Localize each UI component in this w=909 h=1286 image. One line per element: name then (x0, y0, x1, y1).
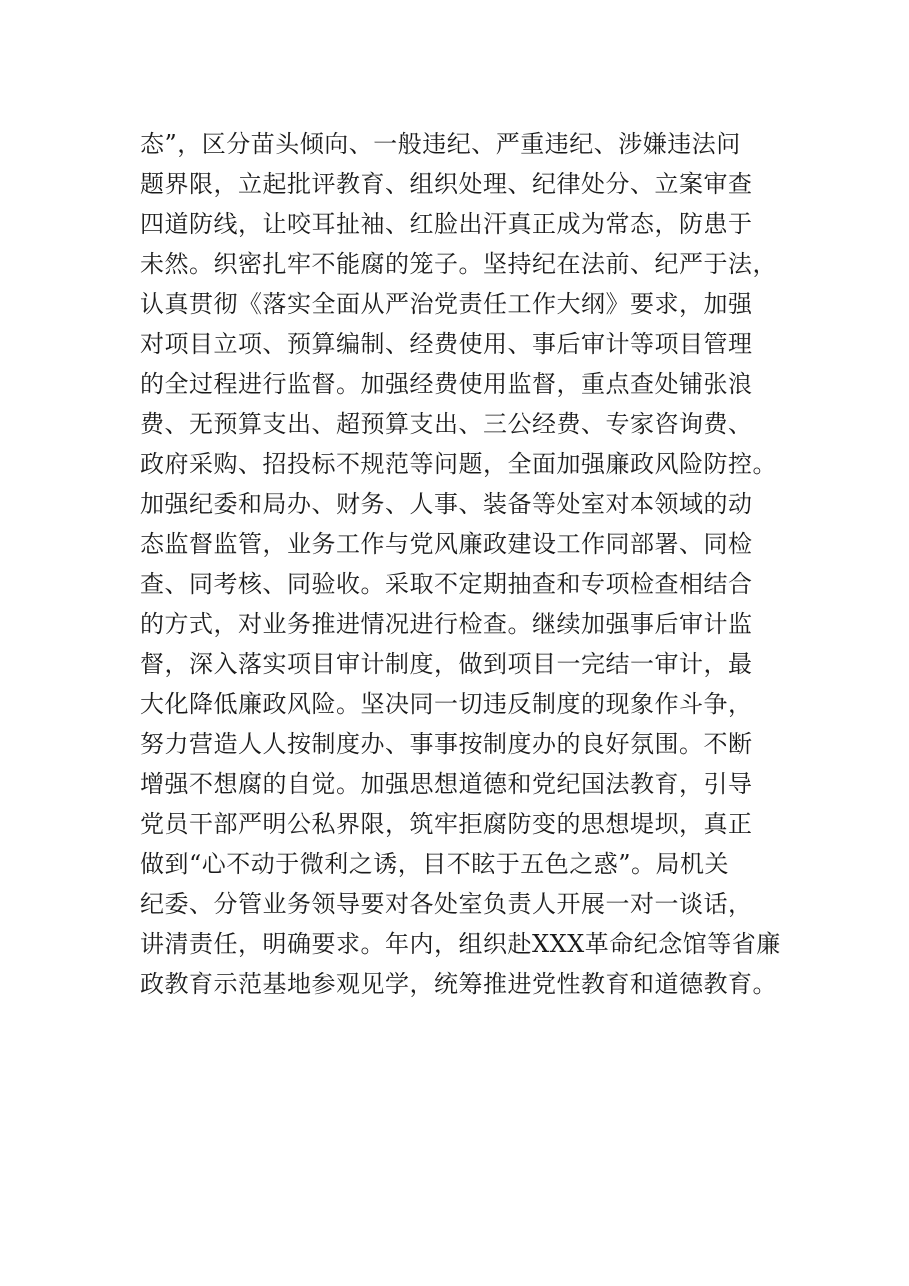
text-line-20: 纪委、分管业务领导要对各处室负责人开展一对一谈话， (140, 890, 753, 918)
text-line-3: 四道防线，让咬耳扯袖、红脸出汗真正成为常态，防患于 (140, 210, 753, 238)
text-line-6: 对项目立项、预算编制、经费使用、事后审计等项目管理 (140, 330, 753, 358)
text-line-16: 努力营造人人按制度办、事事按制度办的良好氛围。不断 (140, 730, 753, 758)
text-line-19: 做到“心不动于微利之诱，目不眩于五色之惑”。局机关 (140, 850, 730, 878)
text-line-21: 讲清责任，明确要求。年内，组织赴XXX革命纪念馆等省廉 (140, 930, 781, 958)
body-text (140, 124, 780, 1004)
text-line-12: 查、同考核、同验收。采取不定期抽查和专项检查相结合 (140, 570, 753, 598)
text-line-2: 题界限，立起批评教育、组织处理、纪律处分、立案审查 (140, 170, 753, 198)
text-line-14: 督，深入落实项目审计制度，做到项目一完结一审计，最 (140, 650, 753, 678)
text-line-15: 大化降低廉政风险。坚决同一切违反制度的现象作斗争， (140, 690, 753, 718)
text-line-4: 未然。织密扎牢不能腐的笼子。坚持纪在法前、纪严于法， (140, 250, 777, 278)
text-line-7: 的全过程进行监督。加强经费使用监督，重点查处铺张浪 (140, 370, 753, 398)
text-line-11: 态监督监管，业务工作与党风廉政建设工作同部署、同检 (140, 530, 753, 558)
text-line-8: 费、无预算支出、超预算支出、三公经费、专家咨询费、 (140, 410, 753, 438)
text-line-9: 政府采购、招投标不规范等问题，全面加强廉政风险防控。 (140, 450, 777, 478)
text-line-17: 增强不想腐的自觉。加强思想道德和党纪国法教育，引导 (140, 770, 753, 798)
text-line-18: 党员干部严明公私界限，筑牢拒腐防变的思想堤坝，真正 (140, 810, 753, 838)
text-line-13: 的方式，对业务推进情况进行检查。继续加强事后审计监 (140, 610, 753, 638)
text-line-1: 态”，区分苗头倾向、一般违纪、严重违纪、涉嫌违法问 (140, 130, 741, 158)
text-line-22: 政教育示范基地参观见学，统筹推进党性教育和道德教育。 (140, 970, 777, 998)
text-line-5: 认真贯彻《落实全面从严治党责任工作大纲》要求，加强 (140, 290, 753, 318)
text-line-10: 加强纪委和局办、财务、人事、装备等处室对本领域的动 (140, 490, 753, 518)
